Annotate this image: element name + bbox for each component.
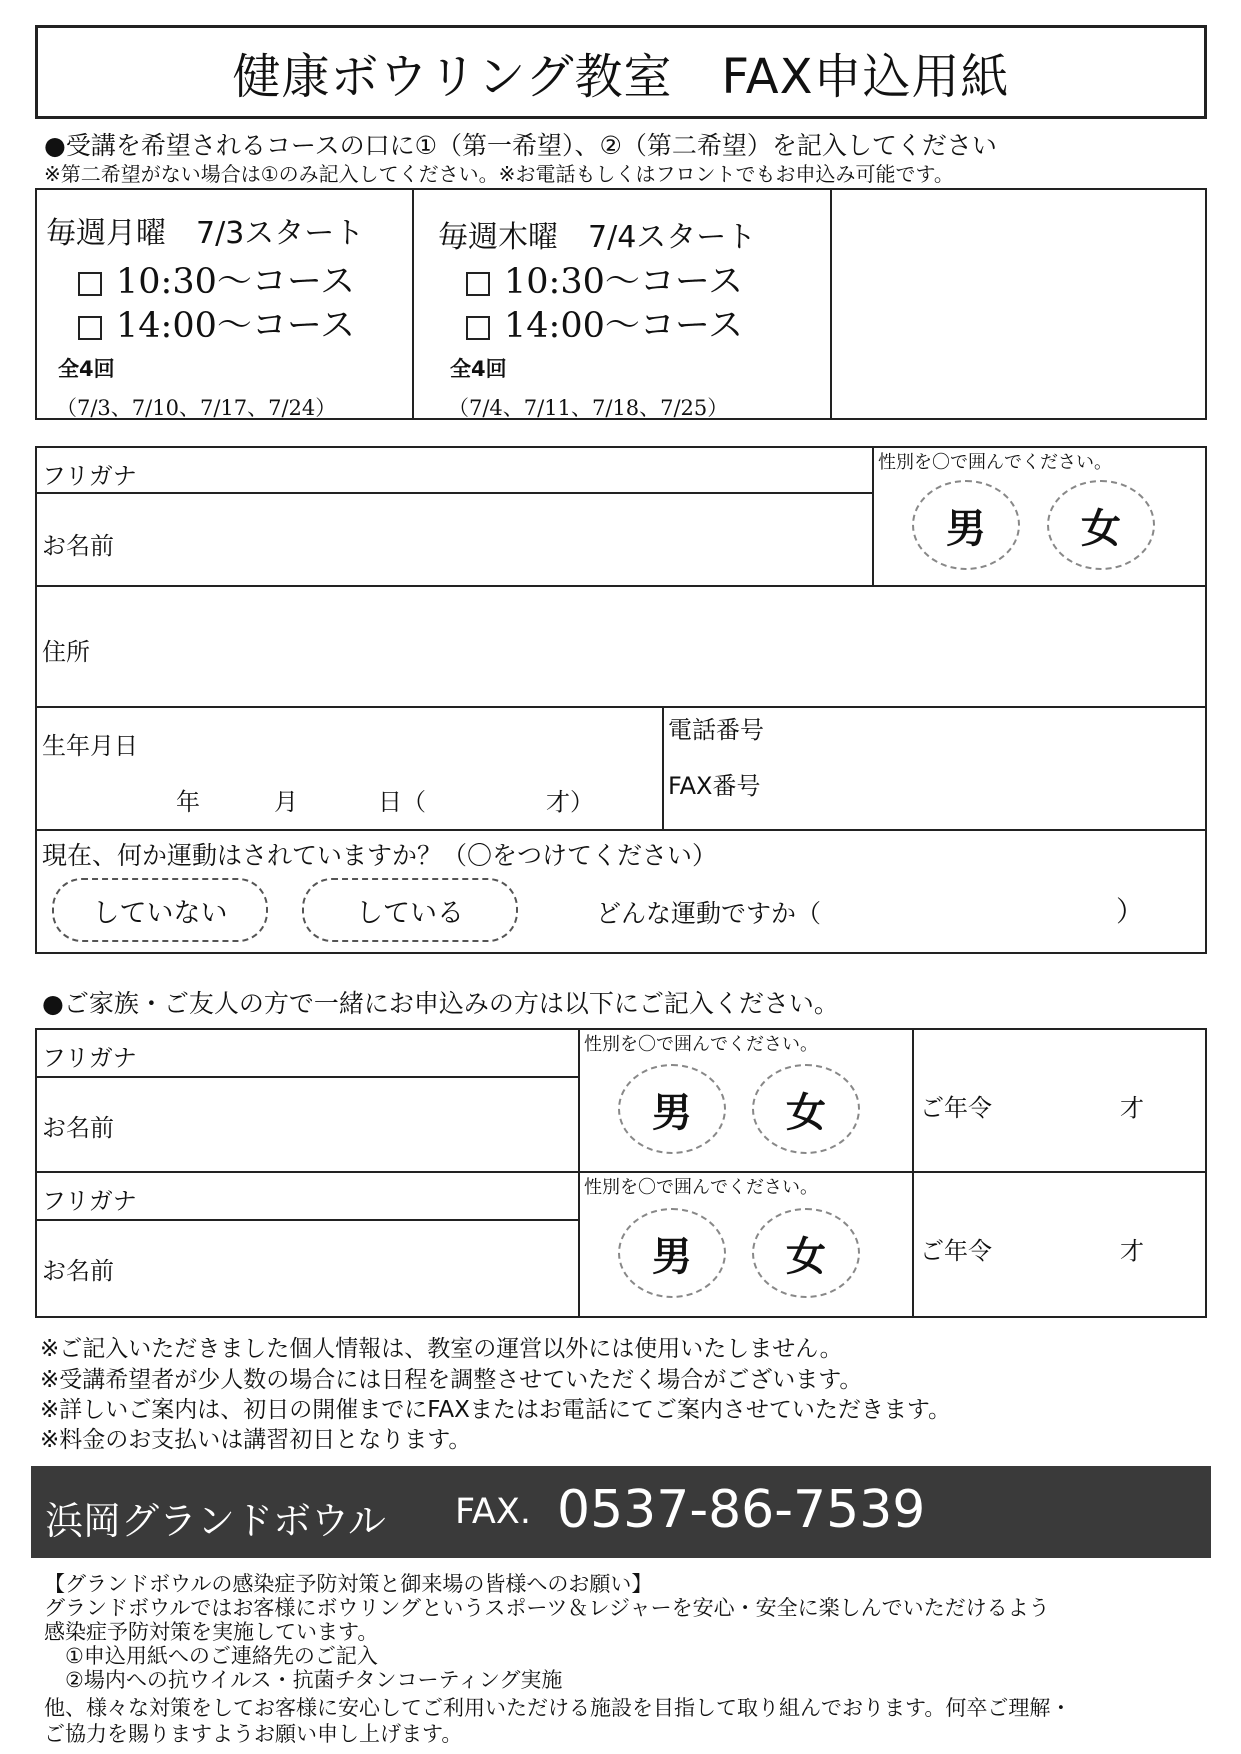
- intro-line-1: ●受講を希望されるコースの口に①（第一希望）、②（第二希望）を記入してください: [44, 131, 997, 160]
- applicant-fax-label: FAX番号: [668, 772, 761, 800]
- footer-line-3: 感染症予防対策を実施しています。: [44, 1620, 379, 1644]
- companion-col-divider-1: [578, 1028, 580, 1318]
- companion-1-male-option[interactable]: 男: [618, 1064, 726, 1154]
- address-line: [35, 706, 1207, 708]
- footer-line-5: ②場内への抗ウイルス・抗菌チタンコーティング実施: [44, 1668, 563, 1692]
- footer-line-7: ご協力を賜りますようお願い申し上げます。: [44, 1722, 463, 1746]
- footer-line-4: ①申込用紙へのご連絡先のご記入: [44, 1644, 378, 1668]
- course-monday-option-1[interactable]: 10:30〜コース: [78, 254, 355, 304]
- companion-1-age-label: ご年令: [920, 1094, 992, 1122]
- companion-2-age-unit: 才: [1120, 1237, 1144, 1265]
- birthday-month-label: 月: [274, 788, 298, 816]
- course-thursday-option-2[interactable]: 14:00〜コース: [466, 298, 743, 348]
- exercise-yes-option[interactable]: している: [302, 878, 518, 942]
- checkbox-monday-1400[interactable]: [78, 316, 102, 340]
- footer-line-2: グランドボウルではお客様にボウリングというスポーツ＆レジャーを安心・安全に楽しんでいただけるよう: [44, 1596, 1050, 1620]
- birthday-age-label: 才）: [546, 788, 594, 816]
- page-title: 健康ボウリング教室 FAX申込用紙: [232, 48, 1010, 105]
- name-gender-divider: [872, 446, 874, 586]
- companion-2-female-option[interactable]: 女: [752, 1208, 860, 1298]
- footer-heading: 【グランドボウルの感染症予防対策と御来場の皆様へのお願い】: [44, 1572, 653, 1596]
- course-monday-count: 全4回: [58, 357, 115, 381]
- course-monday-dates: （7/3、7/10、7/17、7/24）: [56, 396, 337, 420]
- course-thursday-heading: 毎週木曜 7/4スタート: [438, 220, 757, 255]
- checkbox-thursday-1030[interactable]: [466, 272, 490, 296]
- companion-col-divider-2: [912, 1028, 914, 1318]
- course-monday-option-2[interactable]: 14:00〜コース: [78, 298, 355, 348]
- course-thursday-count: 全4回: [450, 357, 507, 381]
- banner-fax-number[interactable]: 0537-86-7539: [557, 1480, 926, 1540]
- applicant-female-option[interactable]: 女: [1047, 480, 1155, 570]
- note-guidance: ※詳しいご案内は、初日の開催までにFAXまたはお電話にてご案内させていただきます。: [40, 1397, 952, 1423]
- companion-1-age-unit: 才: [1120, 1094, 1144, 1122]
- applicant-birthday-label: 生年月日: [42, 732, 138, 760]
- companion-1-furigana-line: [35, 1076, 579, 1078]
- companion-heading: ●ご家族・ご友人の方で一緒にお申込みの方は以下にご記入ください。: [42, 989, 839, 1018]
- exercise-no-option[interactable]: していない: [52, 878, 268, 942]
- banner-fax-label: FAX.: [455, 1492, 531, 1532]
- companion-1-female-option[interactable]: 女: [752, 1064, 860, 1154]
- title-box: [35, 25, 1207, 119]
- companion-1-gender-note: 性別を〇で囲んでください。: [584, 1034, 818, 1055]
- course-monday-heading: 毎週月曜 7/3スタート: [46, 216, 365, 251]
- companion-1-furigana-label: フリガナ: [42, 1044, 137, 1072]
- applicant-address-label: 住所: [42, 638, 90, 666]
- companion-2-name-label: お名前: [42, 1257, 114, 1285]
- checkbox-thursday-1400[interactable]: [466, 316, 490, 340]
- exercise-question: 現在、何か運動はされていますか？（〇をつけてください）: [42, 841, 718, 870]
- furigana-line: [35, 492, 873, 494]
- birthday-day-label: 日（: [378, 788, 426, 816]
- contact-banner: [31, 1466, 1211, 1558]
- companion-1-name-label: お名前: [42, 1114, 114, 1142]
- applicant-furigana-label: フリガナ: [42, 462, 137, 490]
- applicant-gender-note: 性別を〇で囲んでください。: [878, 452, 1112, 473]
- note-privacy: ※ご記入いただきました個人情報は、教室の運営以外には使用いたしません。: [40, 1336, 843, 1362]
- intro-line-2: ※第二希望がない場合は①のみ記入してください。※お電話もしくはフロントでもお申込み可能です。: [44, 162, 954, 186]
- applicant-male-option[interactable]: 男: [912, 480, 1020, 570]
- banner-store-name: 浜岡グランドボウル: [45, 1499, 386, 1543]
- name-line: [35, 585, 1207, 587]
- note-schedule: ※受講希望者が少人数の場合には日程を調整させていただく場合がございます。: [40, 1367, 863, 1393]
- companion-2-furigana-line: [35, 1219, 579, 1221]
- which-sport-close: ）: [1116, 895, 1145, 928]
- companion-2-age-label: ご年令: [920, 1237, 992, 1265]
- companion-2-male-option[interactable]: 男: [618, 1208, 726, 1298]
- note-payment: ※料金のお支払いは講習初日となります。: [40, 1427, 472, 1453]
- footer-line-6: 他、様々な対策をしてお客様に安心してご利用いただける施設を目指して取り組んでおります。何卒ご理解・: [44, 1696, 1072, 1720]
- checkbox-monday-1030[interactable]: [78, 272, 102, 296]
- applicant-phone-label: 電話番号: [668, 716, 764, 744]
- birthday-year-label: 年: [176, 788, 200, 816]
- course-divider-2: [830, 188, 832, 420]
- which-sport-label: どんな運動ですか（: [596, 899, 822, 928]
- course-thursday-option-1[interactable]: 10:30〜コース: [466, 254, 743, 304]
- companion-2-furigana-label: フリガナ: [42, 1187, 137, 1215]
- birthday-line: [35, 829, 1207, 831]
- course-thursday-dates: （7/4、7/11、7/18、7/25）: [448, 396, 729, 420]
- applicant-name-label: お名前: [42, 532, 114, 560]
- birthday-phone-divider: [662, 706, 664, 830]
- companion-2-gender-note: 性別を〇で囲んでください。: [584, 1177, 818, 1198]
- course-divider-1: [412, 188, 414, 420]
